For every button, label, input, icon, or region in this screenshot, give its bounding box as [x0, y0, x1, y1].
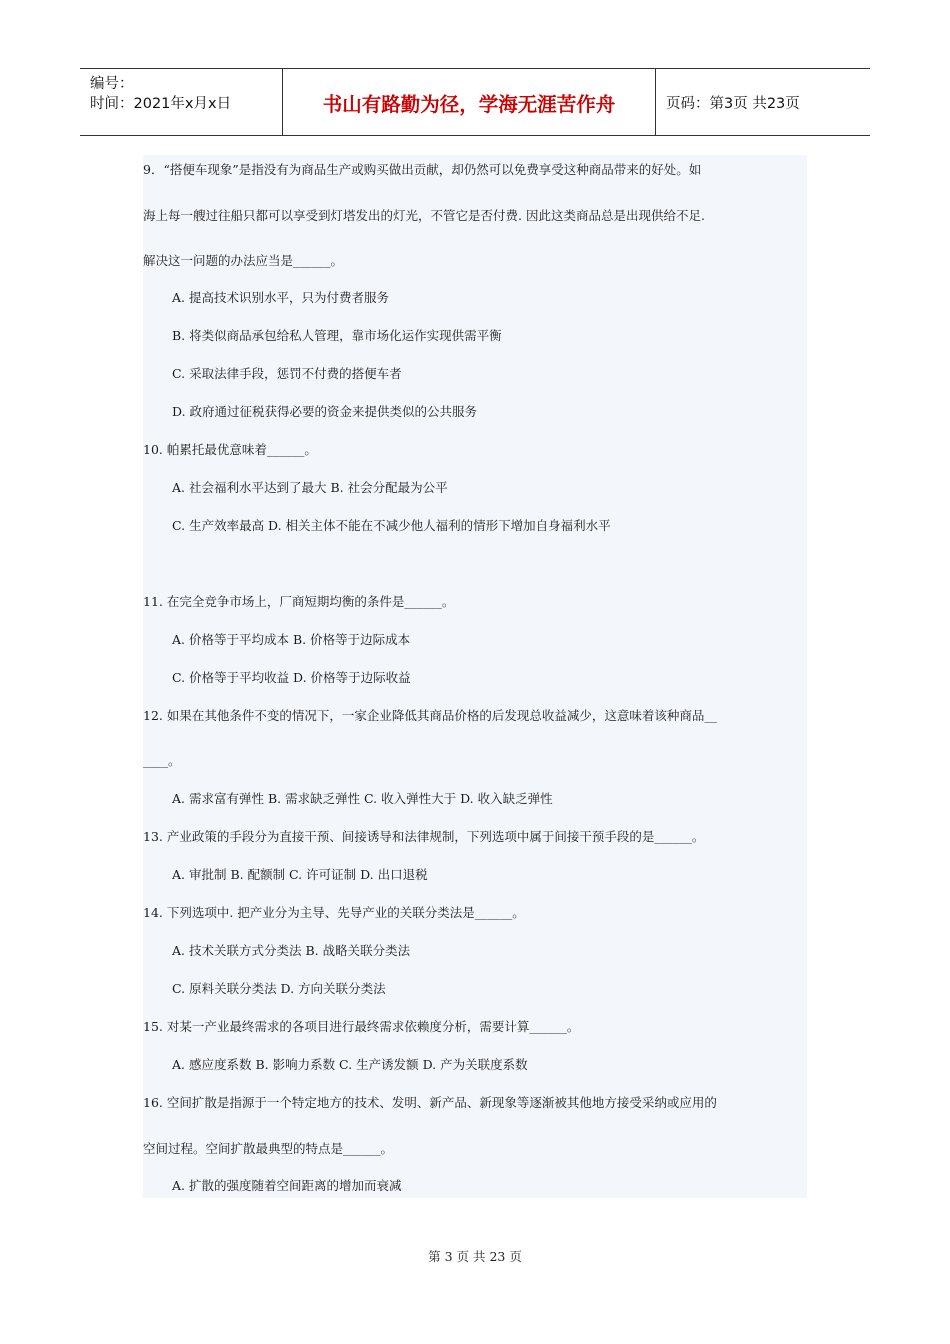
page-header	[80, 68, 870, 136]
q9-stem-line-1: 9．“搭便车现象”是指没有为商品生产或购买做出贡献，却仍然可以免费享受这种商品带来的好处。如	[143, 162, 702, 177]
header-page-info: 页码：第3页 共23页	[666, 96, 800, 112]
q16-stem-line-2: 空间过程。空间扩散最典型的特点是______。	[143, 1141, 394, 1156]
q16-option-a: A. 扩散的强度随着空间距离的增加而衰减	[172, 1178, 402, 1193]
q9-option-b: B. 将类似商品承包给私人管理，靠市场化运作实现供需平衡	[172, 328, 502, 343]
q10-options-ab: A. 社会福利水平达到了最大 B. 社会分配最为公平	[172, 480, 448, 495]
q9-stem-line-3: 解决这一问题的办法应当是______。	[143, 253, 344, 268]
q10-stem: 10. 帕累托最优意味着______。	[143, 442, 317, 457]
q12-stem-line-2: ____。	[143, 753, 181, 768]
page-footer: 第 3 页 共 23 页	[428, 1249, 522, 1264]
document-date: 时间：2021年x月x日	[90, 96, 232, 112]
q12-options: A. 需求富有弹性 B. 需求缺乏弹性 C. 收入弹性大于 D. 收入缺乏弹性	[172, 791, 553, 806]
q12-stem-line-1: 12. 如果在其他条件不变的情况下，一家企业降低其商品价格的后发现总收益减少，这意味着该种商品__	[143, 708, 717, 723]
q9-option-a: A. 提高技术识别水平，只为付费者服务	[172, 290, 389, 305]
q16-stem-line-1: 16. 空间扩散是指源于一个特定地方的技术、发明、新产品、新现象等逐渐被其他地方接受采纳或应用的	[143, 1095, 717, 1110]
q9-option-d: D. 政府通过征税获得必要的资金来提供类似的公共服务	[172, 404, 478, 419]
q9-stem-line-2: 海上每一艘过往船只都可以享受到灯塔发出的灯光，不管它是否付费. 因此这类商品总是出现供给不足.	[143, 208, 705, 223]
q10-options-cd: C. 生产效率最高 D. 相关主体不能在不减少他人福利的情形下增加自身福利水平	[172, 518, 611, 533]
q14-options-cd: C. 原料关联分类法 D. 方向关联分类法	[172, 981, 386, 996]
q11-options-ab: A. 价格等于平均成本 B. 价格等于边际成本	[172, 632, 411, 647]
q14-options-ab: A. 技术关联方式分类法 B. 战略关联分类法	[172, 943, 411, 958]
q13-options: A. 审批制 B. 配额制 C. 许可证制 D. 出口退税	[172, 867, 428, 882]
document-number-label: 编号：	[90, 76, 134, 92]
header-motto: 书山有路勤为径，学海无涯苦作舟	[282, 69, 656, 136]
q11-options-cd: C. 价格等于平均收益 D. 价格等于边际收益	[172, 670, 411, 685]
q13-stem: 13. 产业政策的手段分为直接干预、间接诱导和法律规制，下列选项中属于间接干预手段的是______。	[143, 829, 705, 844]
q14-stem: 14. 下列选项中. 把产业分为主导、先导产业的关联分类法是______。	[143, 905, 525, 920]
q15-options: A. 感应度系数 B. 影响力系数 C. 生产诱发额 D. 产为关联度系数	[172, 1057, 528, 1072]
header-meta	[80, 69, 282, 136]
q15-stem: 15. 对某一产业最终需求的各项目进行最终需求依赖度分析，需要计算______。	[143, 1019, 580, 1034]
question-content	[143, 155, 807, 1198]
q9-option-c: C. 采取法律手段，惩罚不付费的搭便车者	[172, 366, 402, 381]
q11-stem: 11. 在完全竞争市场上，厂商短期均衡的条件是______。	[143, 594, 455, 609]
